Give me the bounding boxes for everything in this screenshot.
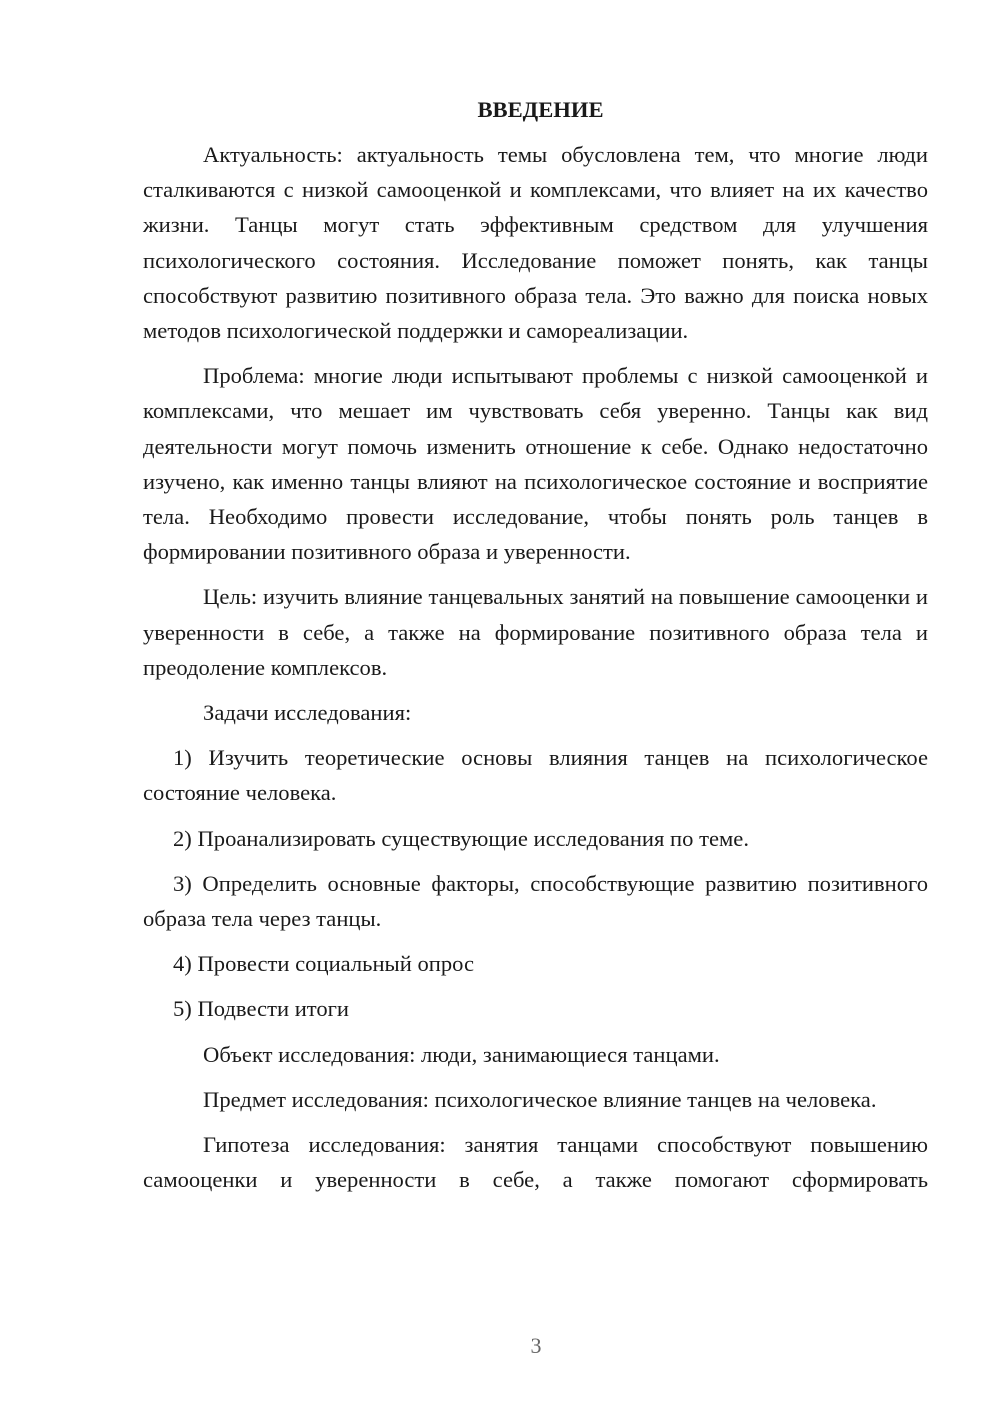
- task-item-4: 4) Провести социальный опрос: [173, 951, 475, 977]
- object-paragraph: Объект исследования: люди, занимающиеся танцами.: [203, 1041, 720, 1067]
- task-item-3: 3) Определить основные факторы, способствующие развитию позитивного образа тела через танцы.: [143, 870, 928, 932]
- goal-paragraph: Цель: изучить влияние танцевальных занятий на повышение самооценки и уверенности в себе, а также на формирование позитивного образа тела и преодоление комплексов.: [143, 584, 928, 680]
- tasks-title: Задачи исследования:: [203, 700, 412, 726]
- relevance-paragraph: Актуальность: актуальность темы обусловлена тем, что многие люди сталкиваются с низкой самооценкой и комплексами, что влияет на их качество жизни. Танцы могут стать эффективным средством для улучшения психологического состояния. Исследование поможет понять, как танцы способствуют развитию позитивного образа тела. Это важно для поиска новых методов психологической поддержки и самореализации.: [143, 142, 928, 344]
- task-item-1: 1) Изучить теоретические основы влияния танцев на психологическое состояние человека.: [143, 745, 928, 806]
- problem-paragraph: Проблема: многие люди испытывают проблемы с низкой самооценкой и комплексами, что мешает им чувствовать себя уверенно. Танцы как вид деятельности могут помочь изменить отношение к себе. Однако недостаточно изучено, как именно танцы влияют на психологическое состояние и восприятие тела. Необходимо провести исследование, чтобы понять роль танцев в формировании позитивного образа и уверенности.: [143, 363, 928, 565]
- document-page: [143, 95, 928, 1207]
- hypothesis-paragraph: Гипотеза исследования: занятия танцами способствуют повышению самооценки и уверенности в себе, а также помогают сформировать: [143, 1132, 928, 1193]
- section-heading: ВВЕДЕНИЕ: [477, 97, 604, 122]
- task-item-5: 5) Подвести итоги: [173, 996, 350, 1022]
- page-number: 3: [530, 1333, 542, 1358]
- tasks-list: [143, 740, 928, 1026]
- subject-paragraph: Предмет исследования: психологическое влияние танцев на человека.: [203, 1086, 877, 1112]
- task-item-2: 2) Проанализировать существующие исследования по теме.: [173, 825, 749, 851]
